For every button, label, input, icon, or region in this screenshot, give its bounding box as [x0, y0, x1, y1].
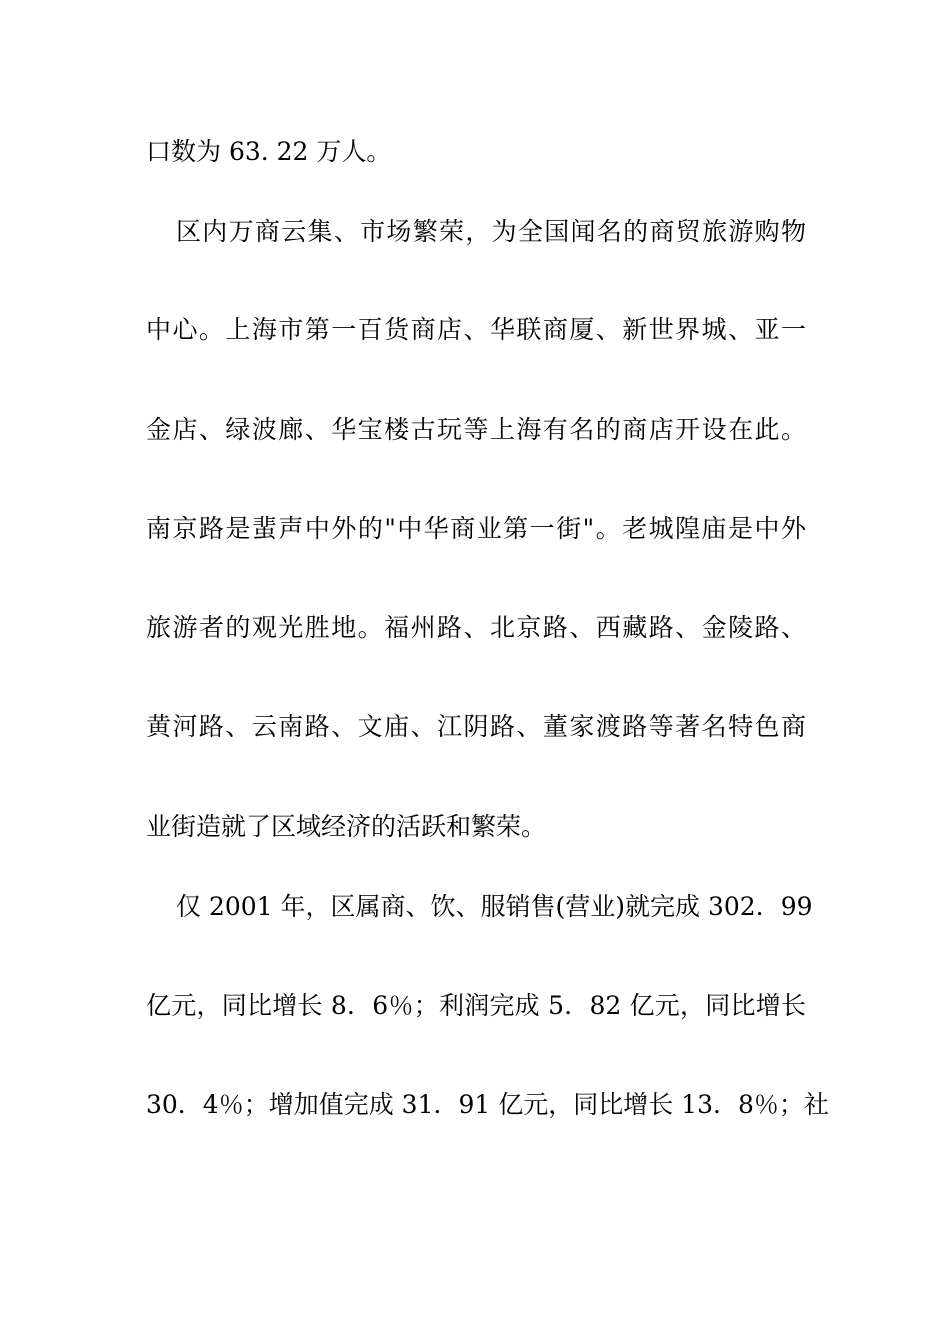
text-line: 黄河路、云南路、文庙、江阴路、董家渡路等著名特色商	[146, 712, 806, 741]
text-line: 业街造就了区域经济的活跃和繁荣。	[146, 812, 547, 841]
text-line: 金店、绿波廊、华宝楼古玩等上海有名的商店开设在此。	[146, 415, 806, 444]
text-line: 口数为 63. 22 万人。	[146, 137, 392, 166]
paragraph-first-line: 仅 2001 年，区属商、饮、服销售(营业)就完成 302．99	[176, 892, 813, 921]
paragraph-first-line: 区内万商云集、市场繁荣，为全国闻名的商贸旅游购物	[176, 217, 806, 246]
text-line: 旅游者的观光胜地。福州路、北京路、西藏路、金陵路、	[146, 613, 806, 642]
text-line: 亿元，同比增长 8．6％；利润完成 5．82 亿元，同比增长	[146, 991, 806, 1020]
text-line: 中心。上海市第一百货商店、华联商厦、新世界城、亚一	[146, 315, 806, 344]
text-line: 南京路是蜚声中外的"中华商业第一街"。老城隍庙是中外	[146, 514, 806, 543]
text-line: 30．4％；增加值完成 31．91 亿元，同比增长 13．8％；社	[146, 1090, 829, 1119]
